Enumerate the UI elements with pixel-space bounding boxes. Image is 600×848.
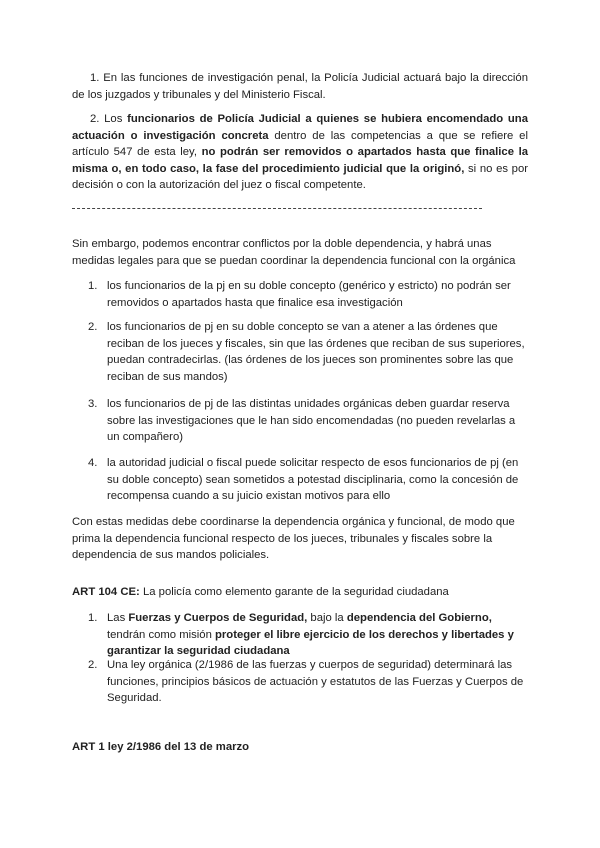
- art104-item-1-bold-1: Fuerzas y Cuerpos de Seguridad,: [128, 612, 308, 624]
- measure-number: 4.: [88, 457, 98, 469]
- art104-item-1-text-2: bajo la: [307, 612, 347, 624]
- conclusion-paragraph: Con estas medidas debe coordinarse la dependencia orgánica y funcional, de modo que prima la dependencia funcional respecto de los jueces, tribunales y fiscales sobre la dependencia de sus mandos policiales.: [72, 516, 515, 561]
- measure-text: los funcionarios de la pj en su doble concepto (genérico y estricto) no podrán ser removidos o apartados hasta que finalice esa investigación: [107, 280, 511, 309]
- dashed-separator: [72, 208, 482, 209]
- measure-text: los funcionarios de pj de las distintas unidades orgánicas deben guardar reserva sobre las investigaciones que le han sido encomendadas (no pueden revelarlas a un compañero): [107, 398, 516, 443]
- art104-subtitle: La policía como elemento garante de la seguridad ciudadana: [139, 586, 449, 598]
- measure-number: 3.: [88, 398, 98, 410]
- art104-item-number: 1.: [88, 612, 98, 624]
- paragraph-2-bold-1: funcionarios de Policía Judicial a quienes se hubiera encomendado una actuación o investigación concreta: [72, 113, 528, 142]
- art104-item-1-text-3: tendrán como misión: [107, 628, 215, 641]
- art104-heading: ART 104 CE:: [72, 586, 140, 598]
- paragraph-2-bold-2: no podrán ser removidos o apartados hasta que finalice la misma o, en todo caso, la fase del procedimiento judicial que la originó,: [72, 146, 529, 175]
- art104-item-2: [88, 657, 529, 707]
- paragraph-2: [72, 111, 528, 194]
- measure-number: 1.: [88, 280, 98, 292]
- art104-item-number: 2.: [88, 659, 98, 671]
- measure-item-3: [88, 396, 529, 446]
- art104-item-1-text-1: Las: [107, 612, 129, 624]
- art104-item-2-text: Una ley orgánica (2/1986 de las fuerzas y cuerpos de seguridad) determinará las funciones, principios básicos de actuación y estatutos de las Fuerzas y Cuerpos de Seguridad.: [107, 659, 524, 704]
- measure-text: los funcionarios de pj en su doble concepto se van a atener a las órdenes que reciban de los jueces y fiscales, sin que las órdenes que reciban de sus superiores, puedan contradecirlas. (las órdenes de los jueces son prominentes sobre las que reciban de sus mandos): [107, 321, 525, 383]
- art104-heading-line: [72, 584, 528, 601]
- measure-item-4: [88, 455, 529, 505]
- paragraph-2-text-2: dentro de las competencias a que se refiere el artículo 547 de esta ley,: [72, 129, 528, 158]
- art1-heading-line: [72, 739, 528, 756]
- measure-item-2: [88, 319, 529, 385]
- intro-paragraph: Sin embargo, podemos encontrar conflictos por la doble dependencia, y habrá unas medidas legales para que se puedan coordinar la dependencia funcional con la orgánica: [72, 238, 516, 267]
- measure-number: 2.: [88, 321, 98, 333]
- art1-heading: ART 1 ley 2/1986 del 13 de marzo: [72, 741, 250, 753]
- measure-item-1: [88, 278, 529, 311]
- measure-text: la autoridad judicial o fiscal puede solicitar respecto de esos funcionarios de pj (en su doble concepto) sean sometidos a potestad disciplinaria, como la concesión de recompensa cuando a su juicio existan motivos para ello: [107, 457, 519, 502]
- paragraph-2-text-1: 2. Los: [90, 113, 128, 125]
- paragraph-2-text-3: si no es por decisión o con la autorización del juez o fiscal competente.: [72, 162, 528, 191]
- art104-item-1-bold-2: dependencia del Gobierno,: [346, 612, 492, 624]
- art104-item-1: [88, 610, 529, 660]
- art104-item-1-bold-3: proteger el libre ejercicio de los derechos y libertades y garantizar la seguridad ciudadana: [107, 628, 514, 657]
- paragraph-1: 1. En las funciones de investigación penal, la Policía Judicial actuará bajo la dirección de los juzgados y tribunales y del Ministerio Fiscal.: [72, 72, 528, 101]
